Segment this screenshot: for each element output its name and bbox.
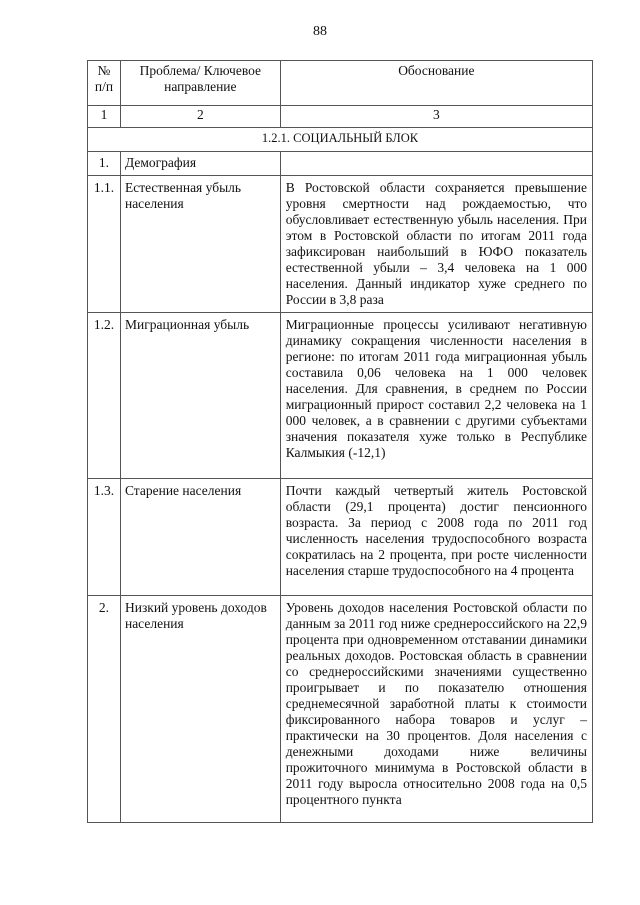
table-header-row: [88, 61, 593, 106]
section-title: 1.2.1. СОЦИАЛЬНЫЙ БЛОК: [88, 128, 593, 152]
problems-table: [87, 60, 593, 823]
header-num: № п/п: [88, 61, 121, 106]
column-index-3: 3: [280, 106, 592, 128]
section-row: [88, 128, 593, 152]
row-justification: Почти каждый четвертый житель Ростовской области (29,1 процента) достиг пенсионного возраста. За период с 2008 года по 2011 год численность населения трудоспособного возраста сократилась на 2 процента, при росте численности населения старше трудоспособного на 4 процента: [280, 479, 592, 596]
table-row: [88, 152, 593, 176]
page-number: 88: [313, 24, 327, 39]
row-number: 2.: [88, 596, 121, 823]
table-row: [88, 596, 593, 823]
row-problem: Старение населения: [120, 479, 280, 596]
column-index-2: 2: [120, 106, 280, 128]
table-row: [88, 176, 593, 313]
row-problem: Миграционная убыль: [120, 313, 280, 479]
table-row: [88, 479, 593, 596]
row-number: 1.3.: [88, 479, 121, 596]
table-row: [88, 313, 593, 479]
row-problem: Естественная убыль населения: [120, 176, 280, 313]
row-number: 1.1.: [88, 176, 121, 313]
header-problem: Проблема/ Ключевое направление: [120, 61, 280, 106]
row-justification: В Ростовской области сохраняется превышение уровня смертности над рождаемостью, что обусловливает естественную убыль населения. При этом в Ростовской области по итогам 2011 года зафиксирован наибольший в ЮФО показатель естественной убыли – 3,4 человека на 1 000 населения. Данный индикатор хуже среднего по России в 3,8 раза: [280, 176, 592, 313]
row-number: 1.2.: [88, 313, 121, 479]
row-problem: Демография: [120, 152, 280, 176]
row-number: 1.: [88, 152, 121, 176]
column-index-1: 1: [88, 106, 121, 128]
row-justification: Уровень доходов населения Ростовской области по данным за 2011 год ниже среднероссийского на 22,9 процента при одновременном отставании динамики реальных доходов. Ростовская область в сравнении со среднероссийскими значениями существенно проигрывает и по показателю отношения среднемесячной заработной платы к стоимости фиксированного набора товаров и услуг – практически на 30 процентов. Доля населения с денежными доходами ниже величины прожиточного минимума в Ростовской области в 2011 году выросла относительно 2008 года на 0,5 процентного пункта: [280, 596, 592, 823]
row-justification: Миграционные процессы усиливают негативную динамику сокращения численности населения в регионе: по итогам 2011 года миграционная убыль составила 0,06 человека на 1 000 человек населения. Для сравнения, в среднем по России миграционный прирост составил 2,2 человека на 1 000 человек, а в сравнении с другими субъектами значения показателя хуже только в Республике Калмыкия (-12,1): [280, 313, 592, 479]
row-problem: Низкий уровень доходов населения: [120, 596, 280, 823]
column-index-row: [88, 106, 593, 128]
row-justification: [280, 152, 592, 176]
header-justification: Обоснование: [280, 61, 592, 106]
